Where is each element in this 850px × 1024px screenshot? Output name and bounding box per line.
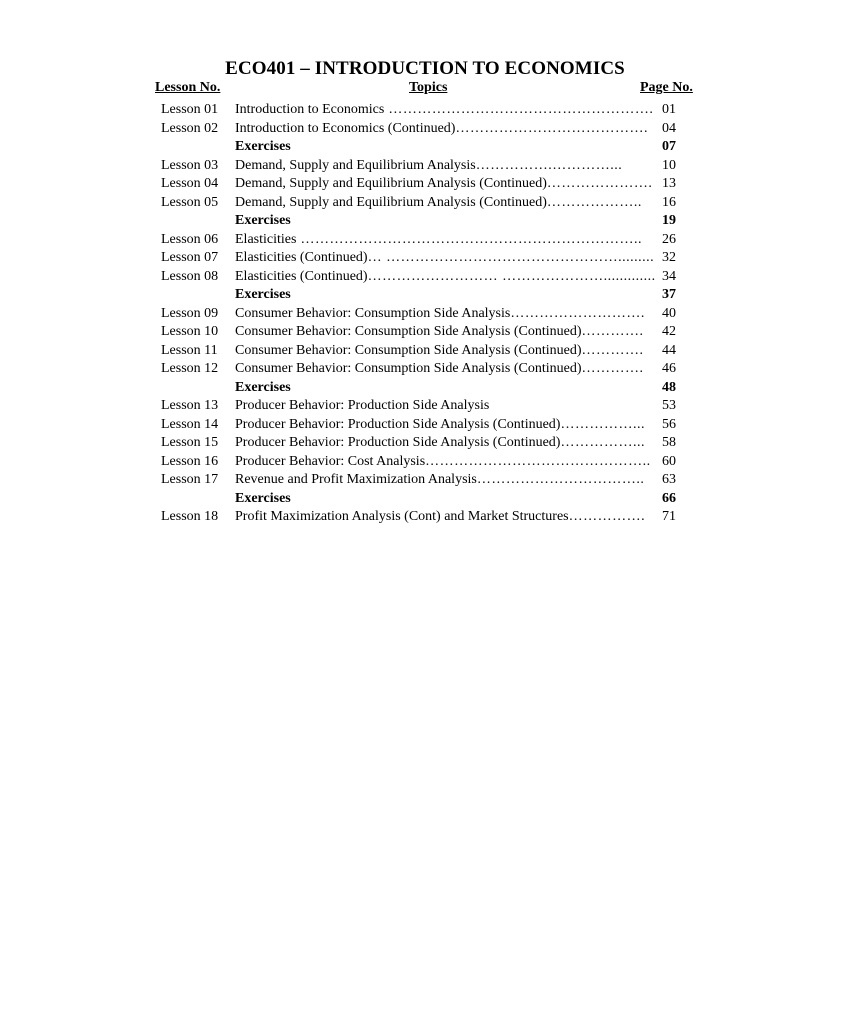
dot-leader: ………………………………………………. xyxy=(384,102,654,117)
lesson-number: Lesson 13 xyxy=(161,398,219,413)
dot-leader: ……………... xyxy=(560,435,645,450)
toc-row xyxy=(0,249,768,268)
toc-row xyxy=(0,194,768,213)
toc-row-exercises xyxy=(0,490,768,509)
toc-row-exercises xyxy=(0,138,768,157)
page-number: 34 xyxy=(662,268,676,284)
dot-leader: ………………………. xyxy=(510,305,645,321)
dot-leader: ……………………… …………………............. xyxy=(367,268,656,284)
topic-title xyxy=(235,453,651,472)
page-number: 53 xyxy=(662,398,676,413)
topic-title xyxy=(235,286,620,305)
topic-text: Revenue and Profit Maximization Analysis xyxy=(235,472,477,487)
topic-title xyxy=(235,416,645,435)
dot-leader: …………. xyxy=(581,324,644,339)
toc-row xyxy=(0,360,768,379)
topic-title xyxy=(235,323,644,342)
toc-row xyxy=(0,175,768,194)
topic-title xyxy=(235,305,645,324)
toc-row xyxy=(0,453,768,472)
page-number: 58 xyxy=(662,435,676,450)
topic-text: Introduction to Economics (Continued) xyxy=(235,120,456,136)
lesson-number: Lesson 14 xyxy=(161,416,219,432)
page-number: 66 xyxy=(662,490,676,506)
lesson-number-header: Lesson No. xyxy=(155,80,221,95)
page-number: 46 xyxy=(662,361,676,376)
dot-leader: ……………... xyxy=(560,416,645,432)
topic-text: Producer Behavior: Production Side Analysis (Continued) xyxy=(235,435,561,450)
topic-title xyxy=(235,471,645,490)
toc-row xyxy=(0,471,768,490)
dot-leader: …………. xyxy=(581,342,644,358)
topic-text: Producer Behavior: Production Side Analysis (Continued) xyxy=(235,416,561,432)
topic-title xyxy=(235,360,644,379)
page-number: 16 xyxy=(662,194,676,210)
topic-title xyxy=(235,397,620,416)
page-number: 71 xyxy=(662,509,676,524)
toc-row xyxy=(0,101,768,120)
dot-leader: … …………………………………………......... xyxy=(367,250,655,265)
lesson-number: Lesson 11 xyxy=(161,342,218,358)
lesson-number: Lesson 09 xyxy=(161,305,219,321)
dot-leader: …………….…………... xyxy=(475,157,623,173)
lesson-number: Lesson 05 xyxy=(161,194,219,210)
topic-title xyxy=(235,120,648,139)
topics-header: Topics xyxy=(409,80,448,95)
toc-row xyxy=(0,323,768,342)
page-number: 04 xyxy=(662,120,676,136)
toc-row xyxy=(0,305,768,324)
topic-text: Consumer Behavior: Consumption Side Analysis (Continued) xyxy=(235,361,582,376)
document-title: ECO401 – INTRODUCTION TO ECONOMICS xyxy=(225,58,625,79)
topic-title xyxy=(235,508,646,527)
topic-text: Producer Behavior: Cost Analysis xyxy=(235,453,426,469)
topic-title xyxy=(235,249,655,268)
toc-row xyxy=(0,397,768,416)
topic-text: Exercises xyxy=(235,287,291,302)
topic-text: Consumer Behavior: Consumption Side Analysis xyxy=(235,305,511,321)
topic-text: Demand, Supply and Equilibrium Analysis xyxy=(235,157,476,173)
topic-title xyxy=(235,379,620,398)
lesson-number: Lesson 02 xyxy=(161,120,219,136)
dot-leader: …………………………………. xyxy=(455,120,648,136)
page-number: 40 xyxy=(662,305,676,321)
topic-text: Consumer Behavior: Consumption Side Analysis (Continued) xyxy=(235,342,582,358)
topic-title xyxy=(235,175,653,194)
lesson-number: Lesson 18 xyxy=(161,509,219,524)
dot-leader: ……………. xyxy=(568,509,646,524)
table-of-contents xyxy=(0,101,768,527)
topic-text: Exercises xyxy=(235,213,291,228)
toc-row xyxy=(0,342,768,361)
toc-row-exercises xyxy=(0,286,768,305)
topic-text: Introduction to Economics xyxy=(235,102,385,117)
topic-text: Elasticities (Continued) xyxy=(235,268,368,284)
lesson-number: Lesson 08 xyxy=(161,268,219,284)
topic-text: Demand, Supply and Equilibrium Analysis (Continued) xyxy=(235,194,547,210)
page-number: 01 xyxy=(662,102,676,117)
topic-title xyxy=(235,212,620,231)
page-number: 42 xyxy=(662,324,676,339)
lesson-number: Lesson 16 xyxy=(161,453,219,469)
toc-row-exercises xyxy=(0,379,768,398)
page-number: 63 xyxy=(662,472,676,487)
page-number: 26 xyxy=(662,231,676,247)
dot-leader: …………. xyxy=(581,361,644,376)
page-number: 07 xyxy=(662,139,676,154)
toc-row xyxy=(0,120,768,139)
topic-text: Consumer Behavior: Consumption Side Analysis (Continued) xyxy=(235,324,582,339)
topic-text: Elasticities xyxy=(235,231,297,247)
page-number: 56 xyxy=(662,416,676,432)
topic-title xyxy=(235,434,645,453)
topic-title xyxy=(235,157,623,176)
topic-text: Exercises xyxy=(235,490,291,506)
lesson-number: Lesson 04 xyxy=(161,176,219,191)
toc-row xyxy=(0,268,768,287)
page-number: 44 xyxy=(662,342,676,358)
dot-leader: …………………………….. xyxy=(476,472,645,487)
topic-text: Producer Behavior: Production Side Analysis xyxy=(235,398,490,413)
toc-row xyxy=(0,231,768,250)
topic-title xyxy=(235,101,654,120)
lesson-number: Lesson 10 xyxy=(161,324,219,339)
page-number: 60 xyxy=(662,453,676,469)
toc-row-exercises xyxy=(0,212,768,231)
page-number: 37 xyxy=(662,287,676,302)
topic-title xyxy=(235,268,656,287)
lesson-number: Lesson 06 xyxy=(161,231,219,247)
dot-leader: ……………….. xyxy=(546,194,642,210)
lesson-number: Lesson 17 xyxy=(161,472,219,487)
page-number: 48 xyxy=(662,379,676,395)
lesson-number: Lesson 03 xyxy=(161,157,219,173)
toc-row xyxy=(0,416,768,435)
lesson-number: Lesson 15 xyxy=(161,435,219,450)
topic-title xyxy=(235,342,644,361)
page-number: 10 xyxy=(662,157,676,173)
page-number: 19 xyxy=(662,213,676,228)
topic-title xyxy=(235,194,642,213)
page-number: 32 xyxy=(662,250,676,265)
toc-row xyxy=(0,508,768,527)
dot-leader: ……………………………………….. xyxy=(425,453,651,469)
topic-text: Exercises xyxy=(235,379,291,395)
toc-row xyxy=(0,434,768,453)
topic-text: Demand, Supply and Equilibrium Analysis (Continued) xyxy=(235,176,547,191)
topic-title xyxy=(235,490,620,509)
topic-text: Elasticities (Continued) xyxy=(235,250,368,265)
dot-leader: …………………. xyxy=(546,176,653,191)
lesson-number: Lesson 01 xyxy=(161,102,219,117)
topic-text: Profit Maximization Analysis (Cont) and Market Structures xyxy=(235,509,569,524)
page-number: 13 xyxy=(662,176,676,191)
lesson-number: Lesson 12 xyxy=(161,361,219,376)
dot-leader: …………………………………………………………….. xyxy=(296,231,642,247)
topic-title xyxy=(235,138,620,157)
page-number-header: Page No. xyxy=(640,80,693,95)
topic-text: Exercises xyxy=(235,139,291,154)
toc-row xyxy=(0,157,768,176)
lesson-number: Lesson 07 xyxy=(161,250,219,265)
topic-title xyxy=(235,231,642,250)
